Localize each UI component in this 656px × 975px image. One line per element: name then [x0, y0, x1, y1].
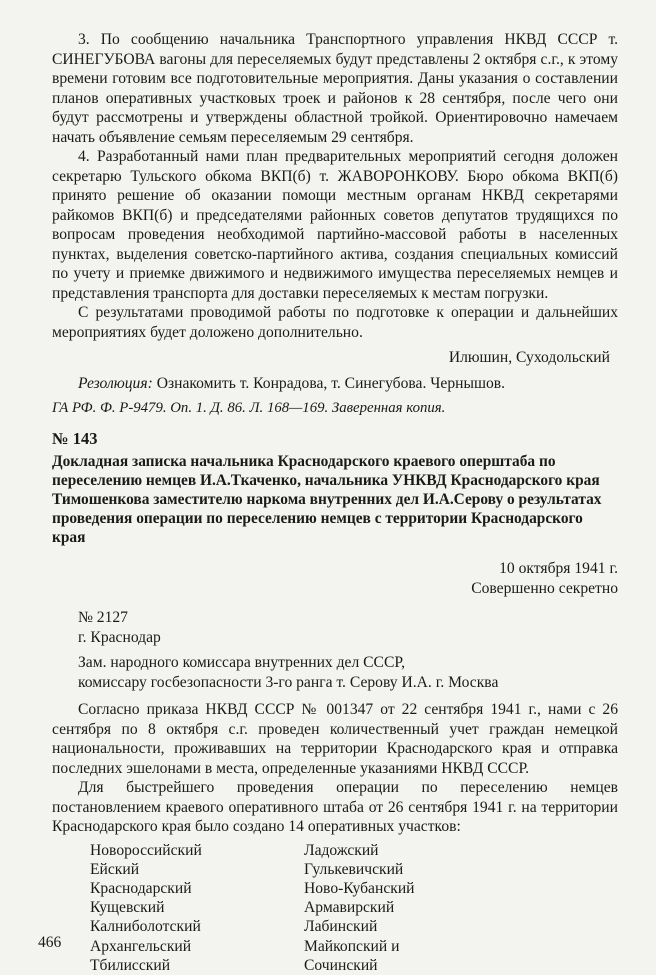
paragraph-order: Согласно приказа НКВД СССР № 001347 от 22 сентября 1941 г., нами с 26 сентября по 8 октября с.г. проведен количественный учет граждан немецкой национальности, проживавших на территории Краснодарского края и отправка последних эшелонами в места, определенные указаниями НКВД СССР. — [52, 701, 618, 777]
list-item: Майкопский и — [304, 937, 400, 955]
archive-reference: ГА РФ. Ф. Р-9479. Оп. 1. Д. 86. Л. 168—169. Заверенная копия. — [52, 400, 446, 416]
page-body — [52, 30, 618, 975]
registration-block — [52, 608, 618, 647]
list-item: Новороссийский — [90, 841, 202, 859]
document-title: Докладная записка начальника Краснодарского краевого оперштаба по переселению немцев И.А.Ткаченко, начальника УНКВД Краснодарского края Тимошенкова заместителю наркома внутренних дел И.А.Серову о результатах проведения операции по переселению немцев с территории Краснодарского края — [52, 453, 602, 546]
list-item: Армавирский — [304, 899, 395, 917]
list-item: Лабинский — [304, 918, 378, 936]
paragraph-item-3: 3. По сообщению начальника Транспортного управления НКВД СССР т. СИНЕГУБОВА вагоны для переселяемых будут представлены 2 октября с.г., к этому времени готовим все подготовительные мероприятия. Даны указания о составлении планов оперативных участковых троек и районов к 28 сентября, после чего они будут рассмотрены и утверждены областной тройкой. Ориентировочно намечаем начать объявление семьям переселяемым 29 сентября. — [52, 31, 618, 146]
signature: Илюшин, Суходольский — [448, 349, 610, 366]
classification-stamp: Совершенно секретно — [471, 579, 618, 597]
document-number: № 143 — [52, 428, 98, 448]
list-item: Кущевский — [90, 899, 165, 917]
paragraph-conclusion: С результатами проводимой работы по подготовке к операции и дальнейших мероприятиях будет доложено дополнительно. — [52, 304, 618, 341]
list-item: Калниболотский — [90, 918, 201, 936]
place: г. Краснодар — [78, 628, 161, 646]
date-block — [52, 559, 618, 598]
resolution — [52, 374, 618, 394]
document-date: 10 октября 1941 г. — [499, 560, 618, 577]
page-number: 466 — [38, 934, 62, 951]
sectors-list — [52, 841, 618, 975]
paragraph-item-4: 4. Разработанный нами план предварительных мероприятий сегодня доложен секретарю Тульского обкома ВКП(б) т. ЖАВОРОНКОВУ. Бюро обкома ВКП(б) принято решение об оказании помощи местным органам НКВД секретарями райкомов ВКП(б) и председателями районных советов депутатов трудящихся по вопросам проведения необходимой партийно-массовой работы в населенных пунктах, выделения советско-партийного актива, создания специальных комиссий по учету и приемке движимого и недвижимого имущества переселяемых немцев и представления транспорта для доставки переселяемых к местам погрузки. — [52, 148, 618, 302]
list-item: Ново-Кубанский — [304, 879, 415, 897]
registration-number: № 2127 — [78, 609, 128, 626]
addressee-line-1: Зам. народного комиссара внутренних дел СССР, — [78, 654, 405, 671]
sectors-column-left — [90, 841, 304, 975]
list-item: Краснодарский — [90, 879, 192, 897]
resolution-label: Резолюция: — [78, 374, 153, 392]
paragraph-sectors-intro: Для быстрейшего проведения операции по переселению немцев постановлением краевого оперативного штаба от 26 сентября 1941 г. на территории Краснодарского края было создано 14 оперативных участков: — [52, 779, 618, 835]
addressee-line-2: комиссару госбезопасности 3-го ранга т. Серову И.А. г. Москва — [78, 673, 499, 691]
sectors-column-right — [304, 841, 518, 975]
addressee-block — [52, 653, 618, 692]
list-item: Ладожский — [304, 841, 379, 859]
list-item: Ейский — [90, 860, 140, 878]
list-item: Гулькевичский — [304, 860, 404, 878]
list-item: Архангельский — [90, 937, 192, 955]
resolution-text: Ознакомить т. Конрадова, т. Синегубова. Чернышов. — [152, 374, 506, 392]
list-item: Сочинский — [304, 956, 378, 974]
list-item: Тбилисский — [90, 956, 171, 974]
